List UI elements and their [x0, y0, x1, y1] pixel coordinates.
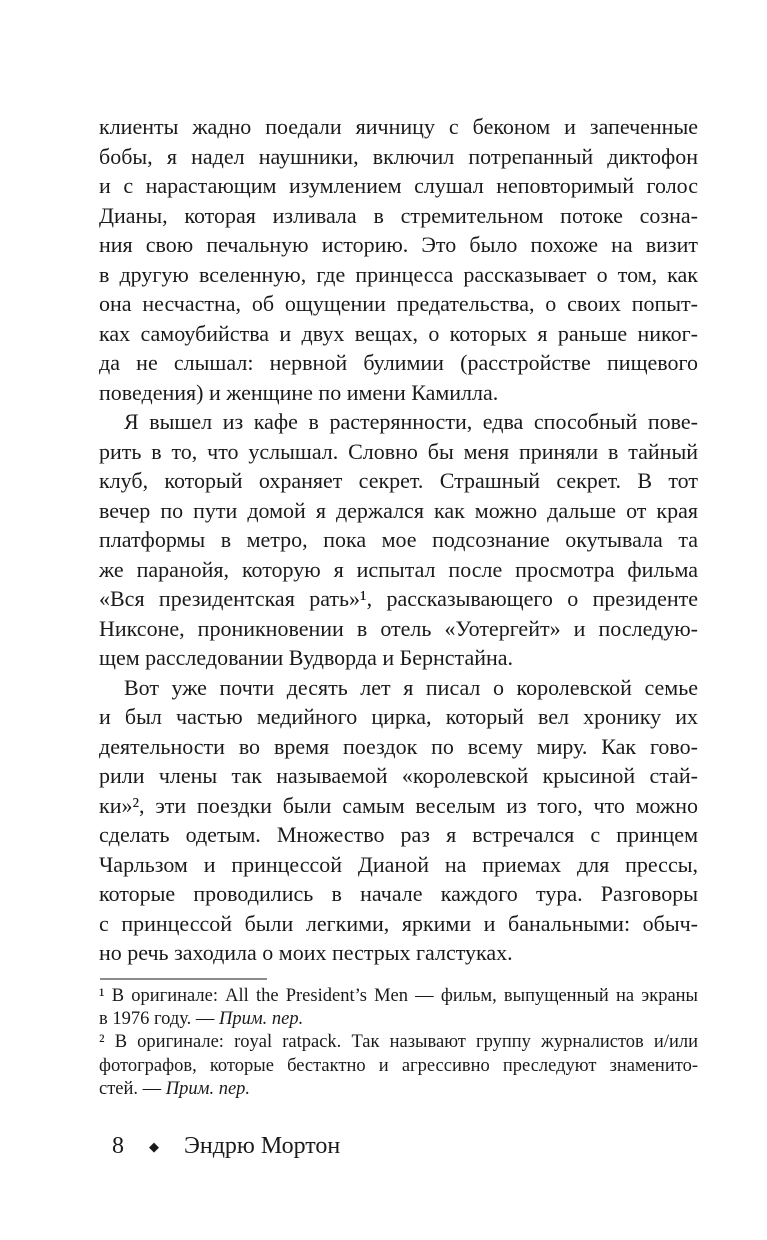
text-line: ки»², эти поездки были самым веселым из того, что можно: [99, 792, 698, 818]
footer-author: Эндрю Мортон: [184, 1133, 341, 1159]
text-line: поведения) и женщине по имени Камилла.: [99, 379, 499, 405]
text-line: сделать одетым. Множество раз я встречался с принцем: [99, 822, 698, 847]
diamond-icon: ◆: [149, 1140, 159, 1155]
text-line: Никсоне, проникновении в отель «Уотергейт» и последую-: [99, 615, 698, 641]
footnote: [99, 985, 698, 1031]
text-line: бобы, я надел наушники, включил потрепанный диктофон: [99, 143, 698, 169]
text-line: Чарльзом и принцессой Дианой на приемах для прессы,: [99, 851, 698, 877]
text-line: вечер по пути домой я держался как можно дальше от края: [99, 497, 698, 523]
footnote-text: стей. —: [99, 1078, 166, 1099]
footnote-line: [99, 1078, 698, 1101]
text-line: которые проводились в начале каждого тура. Разговоры: [99, 881, 698, 906]
paragraph: [99, 112, 698, 407]
text-line: в другую вселенную, где принцесса рассказывает о том, как: [99, 261, 698, 287]
text-line: деятельности во время поездок по всему миру. Как гово-: [99, 733, 698, 759]
footnote-italic-text: Прим. пер.: [219, 1009, 304, 1030]
text-line: Вот уже почти десять лет я писал о королевской семье: [124, 674, 698, 700]
text-line: с принцессой были легкими, яркими и банальными: обыч-: [99, 910, 698, 936]
text-line: рили члены так называемой «королевской крысиной стай-: [99, 763, 698, 788]
page-number: 8: [112, 1133, 124, 1159]
text-line: платформы в метро, пока мое подсознание окутывала та: [99, 527, 698, 552]
footnote-separator: [100, 978, 267, 980]
footnote-text: фотографов, которые бестактно и агрессивно преследуют знаменито-: [99, 1055, 698, 1076]
footnote-line: [99, 1008, 698, 1031]
footnote-text: ² В оригинале: royal ratpack. Так называют группу журналистов и/или: [99, 1032, 698, 1053]
text-line: и с нарастающим изумлением слушал неповторимый голос: [99, 173, 698, 198]
running-footer: [112, 1132, 340, 1162]
footnotes: [99, 985, 698, 1101]
footnote-line: [99, 1055, 698, 1078]
paragraph: [99, 407, 698, 673]
text-line: щем расследовании Вудворда и Бернстайна.: [99, 645, 514, 670]
body-text: [99, 112, 698, 968]
text-line: рить в то, что услышал. Словно бы меня приняли в тайный: [99, 438, 698, 464]
text-line: ния свою печальную историю. Это было похоже на визит: [99, 232, 698, 257]
footnote: [99, 1031, 698, 1101]
text-line: клуб, который охраняет секрет. Страшный секрет. В тот: [99, 468, 698, 493]
text-line: Дианы, которая изливала в стремительном потоке созна-: [99, 202, 698, 228]
footnote-italic-text: Прим. пер.: [165, 1078, 251, 1099]
text-line: да не слышал: нервной булимии (расстройстве пищевого: [99, 350, 698, 375]
text-line: «Вся президентская рать»¹, рассказывающего о президенте: [99, 586, 698, 611]
text-line: она несчастна, об ощущении предательства, о своих попыт-: [99, 291, 698, 316]
footnote-text: в 1976 году. —: [99, 1009, 220, 1030]
text-line: же паранойя, которую я испытал после просмотра фильма: [99, 556, 698, 582]
footnote-line: [99, 1031, 698, 1054]
text-line: ках самоубийства и двух вещах, о которых я раньше никог-: [99, 320, 698, 346]
text-line: клиенты жадно поедали яичницу с беконом и запеченные: [99, 114, 698, 139]
text-line: но речь заходила о моих пестрых галстуках.: [99, 940, 513, 965]
text-line: и был частью медийного цирка, который вел хронику их: [99, 704, 698, 729]
paragraph: [99, 673, 698, 968]
footnote-line: [99, 985, 698, 1008]
text-line: Я вышел из кафе в растерянности, едва способный пове-: [124, 409, 698, 434]
footnote-text: ¹ В оригинале: All the President’s Men — фильм, выпущенный на экраны: [99, 986, 698, 1006]
